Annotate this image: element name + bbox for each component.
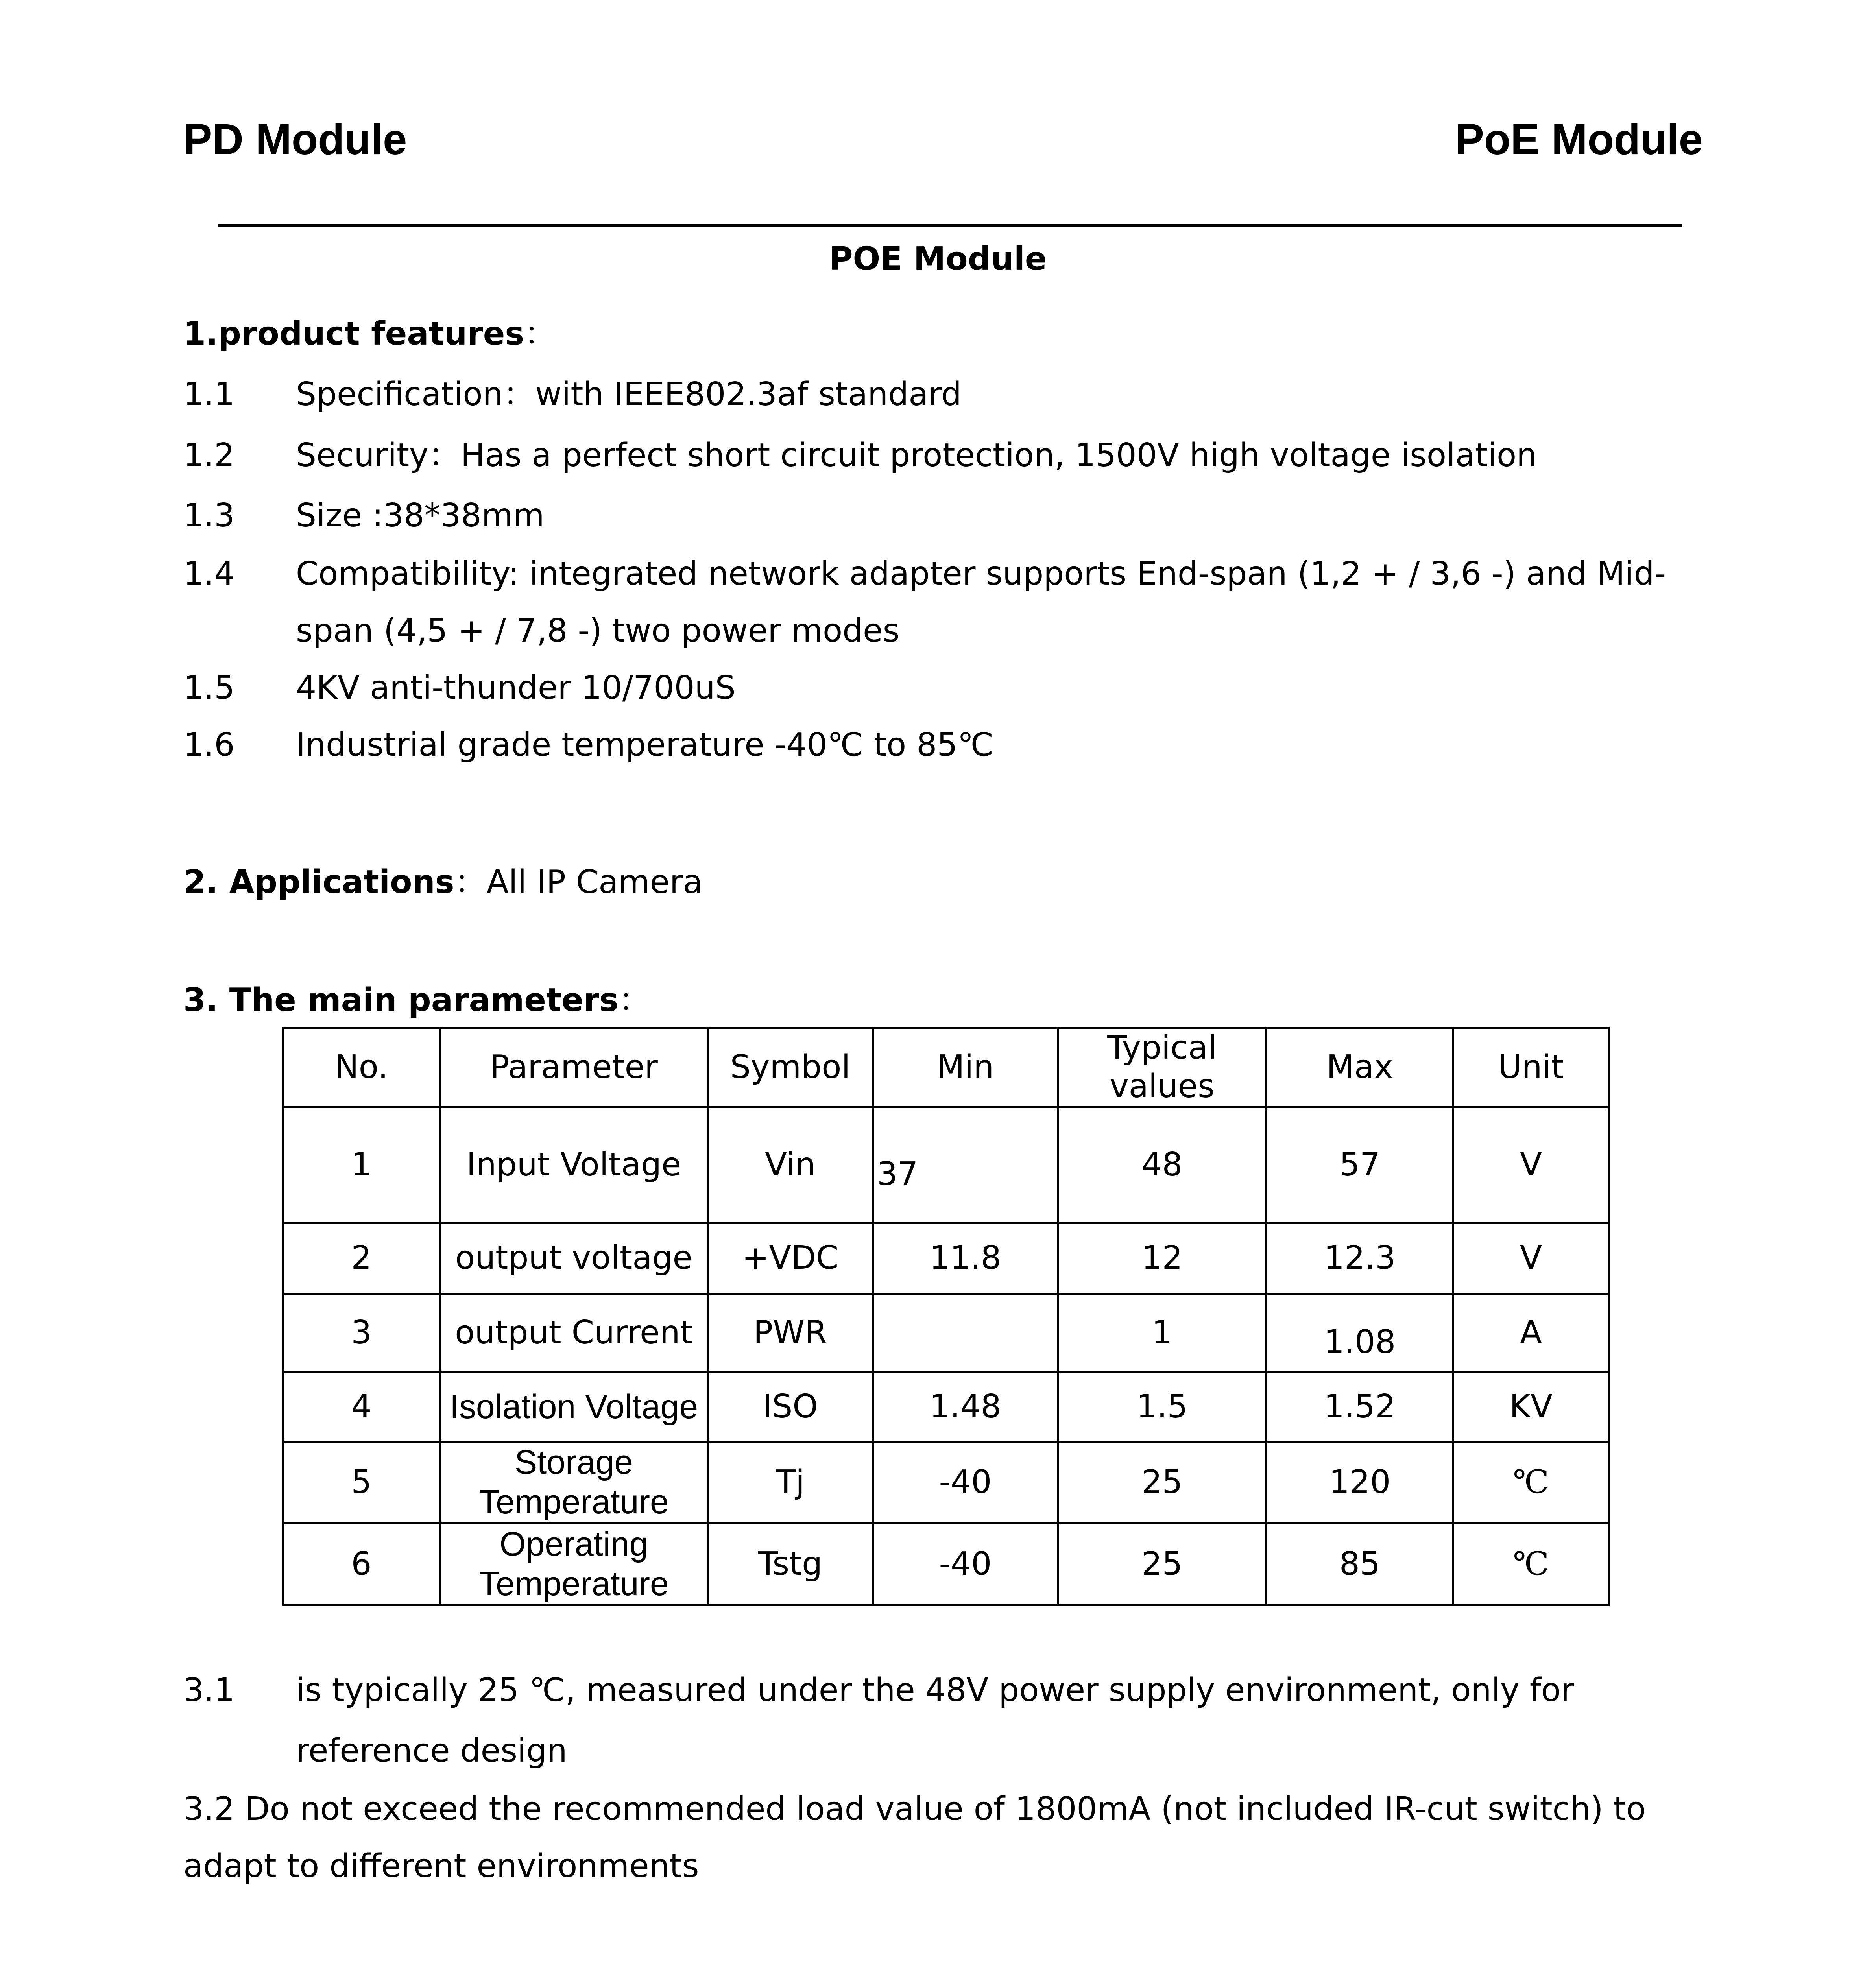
row-1-unit: V xyxy=(1453,1107,1609,1223)
applications-colon: ： xyxy=(454,864,487,901)
row-1-symbol: Vin xyxy=(708,1107,873,1223)
feature-1-text: Specification：with IEEE802.3af standard xyxy=(296,376,962,413)
row-1-no: 1 xyxy=(283,1107,440,1223)
row-5-typical: 25 xyxy=(1058,1441,1267,1523)
row-5-symbol: Tj xyxy=(708,1441,873,1523)
features-heading-text: 1.product features xyxy=(183,315,524,352)
feature-5-number: 1.5 xyxy=(183,669,235,707)
feature-3-number: 1.3 xyxy=(183,497,235,534)
feature-2-text: Security：Has a perfect short circuit protection, 1500V high voltage isolation xyxy=(296,437,1537,474)
parameters-table xyxy=(282,1027,1610,1606)
parameters-heading-line xyxy=(183,984,651,1017)
parameters-colon: ： xyxy=(618,982,651,1019)
note-3-2-text: 3.2 Do not exceed the recommended load value of 1800mA (not included IR-cut switch) to xyxy=(183,1790,1646,1828)
row-2-typical: 12 xyxy=(1058,1223,1267,1293)
header-divider xyxy=(218,224,1682,227)
document-title: POE Module xyxy=(829,240,1047,278)
row-6-unit: ℃ xyxy=(1453,1523,1609,1605)
feature-4-text: Compatibility: integrated network adapter supports End-span (1,2 + / 3,6 -) and Mid- xyxy=(296,555,1666,592)
row-2-unit: V xyxy=(1453,1223,1609,1293)
column-header-symbol: Symbol xyxy=(708,1028,873,1107)
parameters-heading: 3. The main parameters xyxy=(183,982,619,1019)
row-5-parameter: Storage Temperature xyxy=(440,1441,708,1523)
column-header-unit: Unit xyxy=(1453,1028,1609,1107)
feature-4-number: 1.4 xyxy=(183,555,235,592)
row-5-max: 120 xyxy=(1267,1441,1453,1523)
table-row xyxy=(283,1441,1609,1523)
header-right-title: PoE Module xyxy=(1455,115,1703,164)
row-4-parameter: Isolation Voltage xyxy=(440,1372,708,1441)
row-2-max: 12.3 xyxy=(1267,1223,1453,1293)
row-3-typical: 1 xyxy=(1058,1293,1267,1372)
row-6-min: -40 xyxy=(873,1523,1058,1605)
row-6-max: 85 xyxy=(1267,1523,1453,1605)
row-6-symbol: Tstg xyxy=(708,1523,873,1605)
row-4-symbol: ISO xyxy=(708,1372,873,1441)
feature-2-number: 1.2 xyxy=(183,437,235,474)
row-4-no: 4 xyxy=(283,1372,440,1441)
row-3-no: 3 xyxy=(283,1293,440,1372)
row-6-no: 6 xyxy=(283,1523,440,1605)
row-2-min: 11.8 xyxy=(873,1223,1058,1293)
column-header-parameter: Parameter xyxy=(440,1028,708,1107)
table-row xyxy=(283,1293,1609,1372)
row-4-max: 1.52 xyxy=(1267,1372,1453,1441)
features-heading-colon: ： xyxy=(524,315,557,352)
row-4-unit: KV xyxy=(1453,1372,1609,1441)
row-3-unit: A xyxy=(1453,1293,1609,1372)
row-1-max: 57 xyxy=(1267,1107,1453,1223)
feature-6-number: 1.6 xyxy=(183,726,235,764)
row-5-no: 5 xyxy=(283,1441,440,1523)
table-row xyxy=(283,1372,1609,1441)
row-1-min-cell xyxy=(873,1107,1058,1223)
row-2-no: 2 xyxy=(283,1223,440,1293)
row-5-unit: ℃ xyxy=(1453,1441,1609,1523)
row-6-parameter: Operating Temperature xyxy=(440,1523,708,1605)
row-2-symbol: +VDC xyxy=(708,1223,873,1293)
feature-6-text: Industrial grade temperature -40℃ to 85℃ xyxy=(296,726,994,764)
row-3-max: 1.08 xyxy=(1324,1323,1396,1361)
table-row xyxy=(283,1523,1609,1605)
note-3-1-number: 3.1 xyxy=(183,1672,235,1709)
row-1-typical: 48 xyxy=(1058,1107,1267,1223)
applications-line xyxy=(183,866,703,899)
row-3-parameter: output Current xyxy=(440,1293,708,1372)
row-3-max-cell xyxy=(1267,1293,1453,1372)
note-3-1-text: is typically 25 ℃, measured under the 48V power supply environment, only for xyxy=(296,1672,1574,1709)
row-3-symbol: PWR xyxy=(708,1293,873,1372)
feature-1-number: 1.1 xyxy=(183,376,235,413)
applications-text: All IP Camera xyxy=(486,864,703,901)
note-3-2-text-continued: adapt to different environments xyxy=(183,1847,699,1885)
features-heading xyxy=(183,315,557,352)
table-row xyxy=(283,1107,1609,1223)
table-row xyxy=(283,1223,1609,1293)
row-4-typical: 1.5 xyxy=(1058,1372,1267,1441)
feature-5-text: 4KV anti-thunder 10/700uS xyxy=(296,669,736,707)
note-3-1-text-continued: reference design xyxy=(296,1732,567,1770)
applications-heading: 2. Applications xyxy=(183,864,454,901)
column-header-max: Max xyxy=(1267,1028,1453,1107)
feature-3-text: Size :38*38mm xyxy=(296,497,545,534)
feature-4-text-continued: span (4,5 + / 7,8 -) two power modes xyxy=(296,612,900,650)
row-3-min xyxy=(873,1293,1058,1372)
row-1-parameter: Input Voltage xyxy=(440,1107,708,1223)
row-4-min: 1.48 xyxy=(873,1372,1058,1441)
column-header-typical: Typical values xyxy=(1058,1028,1267,1107)
row-1-min: 37 xyxy=(877,1155,918,1193)
row-5-min: -40 xyxy=(873,1441,1058,1523)
column-header-min: Min xyxy=(873,1028,1058,1107)
header-left-title: PD Module xyxy=(183,115,407,164)
row-2-parameter: output voltage xyxy=(440,1223,708,1293)
row-6-typical: 25 xyxy=(1058,1523,1267,1605)
table-header-row xyxy=(283,1028,1609,1107)
column-header-no: No. xyxy=(283,1028,440,1107)
